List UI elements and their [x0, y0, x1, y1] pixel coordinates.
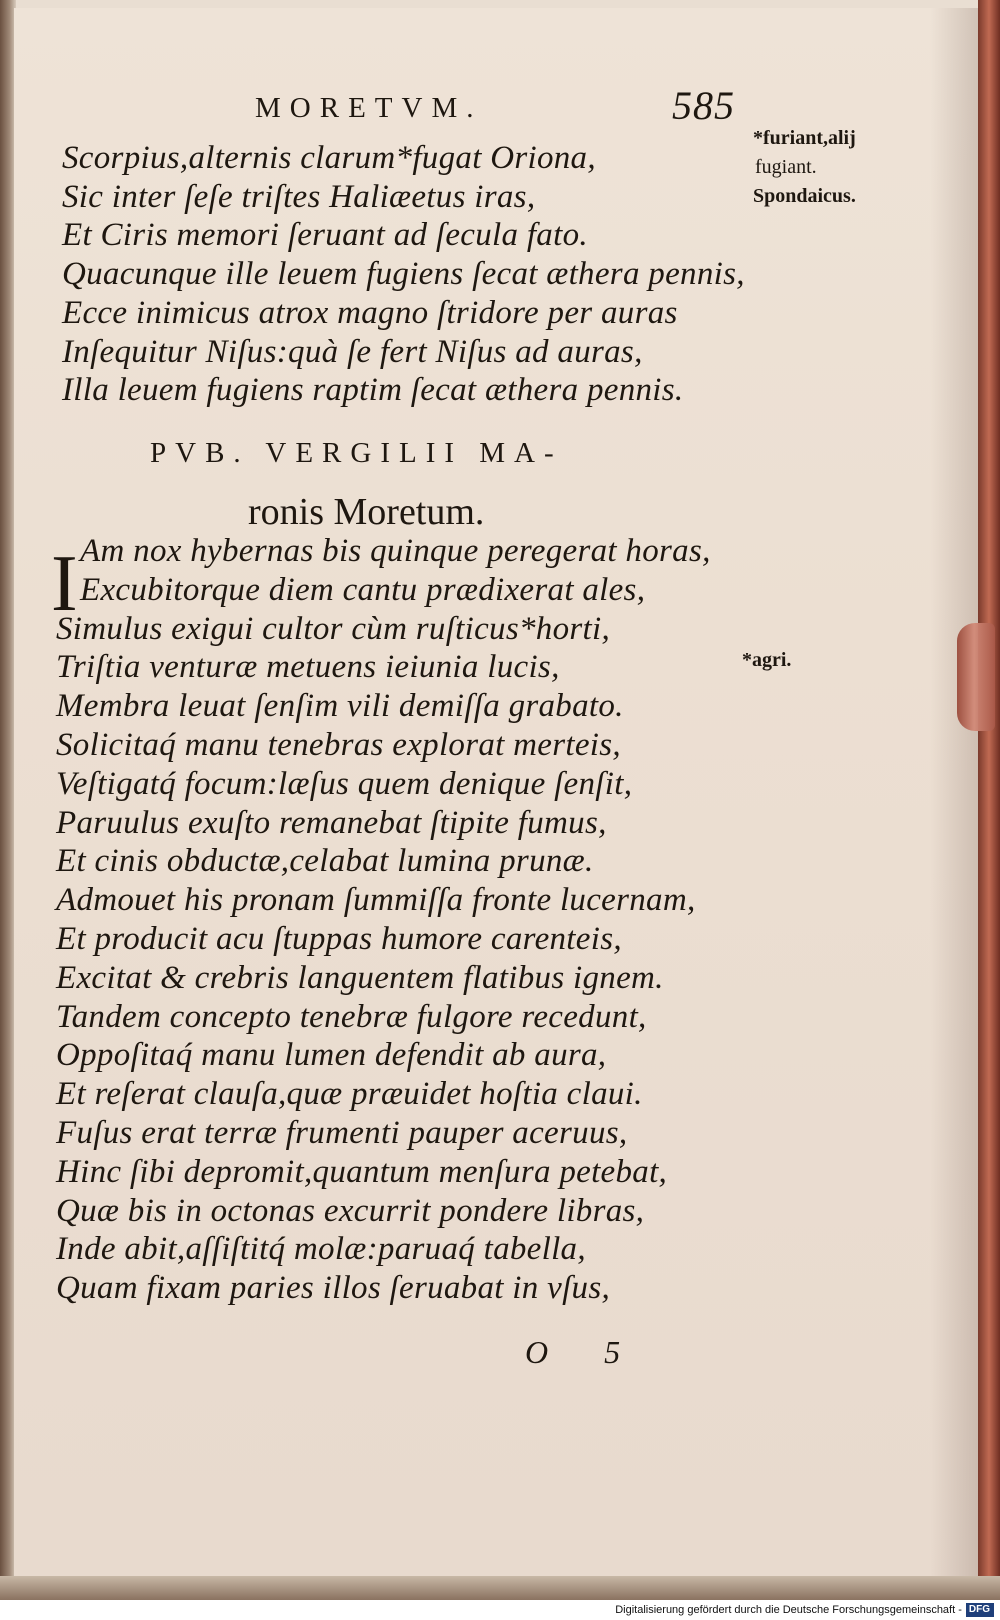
verse-line: Et Ciris memori ſeruant ad ſecula fato.: [62, 217, 588, 254]
verse-line: Et reſerat clauſa,quæ præuidet hoſtia claui.: [56, 1076, 643, 1113]
poem-title-line2: ronis Moretum.: [248, 491, 485, 533]
verse-line: Paruulus exuſto remanebat ſtipite fumus,: [56, 804, 607, 841]
verse-line: Scorpius,alternis clarum*fugat Oriona,: [62, 140, 596, 176]
book-edge-bottom: [0, 1576, 1000, 1600]
verse-line: Et producit acu ſtuppas humore carenteis,: [56, 921, 622, 957]
verse-line: Hinc ſibi depromit,quantum menſura petebat,: [56, 1153, 668, 1190]
verse-line: Simulus exigui cultor cùm ruſticus*horti,: [56, 610, 611, 647]
verse-line: Solicitaq́ manu tenebras explorat merteis,: [56, 727, 621, 763]
dfg-logo: DFG: [966, 1603, 994, 1617]
margin-note-agri: *agri.: [742, 649, 792, 671]
verse-line: Tandem concepto tenebræ fulgore recedunt,: [56, 998, 647, 1035]
verse-line: Ecce inimicus atrox magno ſtridore per auras: [62, 294, 678, 331]
footer-credit-text: Digitalisierung gefördert durch die Deutsche Forschungsgemeinschaft -: [615, 1604, 962, 1616]
poem-title-line1: PVB. VERGILII MA-: [150, 437, 563, 469]
verse-line: Excubitorque diem cantu prædixerat ales,: [80, 571, 646, 608]
verse-line: Veſtigatq́ focum:læſus quem denique ſenſit,: [56, 765, 633, 802]
verse-line: Sic inter ſeſe triſtes Haliæetus iras,: [62, 178, 536, 215]
verse-line: Et cinis obductæ,celabat lumina prunæ.: [56, 843, 594, 880]
book-clasp: [957, 623, 995, 731]
verse-line: Inde abit,aſſiſtitq́ molæ:paruaq́ tabella,: [56, 1231, 586, 1268]
page-shadow: [930, 8, 982, 1576]
verse-line: Admouet his pronam ſummiſſa fronte lucernam,: [56, 882, 696, 919]
digitization-footer: [0, 1600, 1000, 1620]
verse-line: Inſequitur Niſus:quà ſe fert Niſus ad auras,: [62, 333, 643, 370]
margin-note-spondaicus: Spondaicus.: [753, 185, 856, 207]
book-edge-right: [978, 0, 1000, 1600]
verse-line: Membra leuat ſenſim vili demiſſa grabato.: [56, 688, 624, 725]
margin-note-fugiant: fugiant.: [755, 156, 817, 178]
signature-mark: O 5: [525, 1334, 645, 1370]
verse-line: Quæ bis in octonas excurrit pondere libras,: [56, 1192, 645, 1229]
verse-line: Quacunque ille leuem fugiens ſecat æthera pennis,: [62, 256, 745, 293]
verse-line: Triſtia venturæ metuens ieiunia lucis,: [56, 649, 560, 686]
margin-note-furiant: *furiant,alij: [753, 127, 856, 149]
verse-line: Oppoſitaq́ manu lumen defendit ab aura,: [56, 1037, 607, 1074]
page-number: 585: [672, 83, 735, 128]
running-header: MORETVM.: [255, 92, 483, 124]
verse-line: Illa leuem fugiens raptim ſecat æthera pennis.: [62, 372, 684, 409]
verse-line: Fuſus erat terræ frumenti pauper aceruus,: [56, 1115, 628, 1151]
verse-line: Am nox hybernas bis quinque peregerat horas,: [80, 533, 711, 569]
drop-initial: I: [51, 540, 78, 628]
verse-line: Quam fixam paries illos ſeruabat in vſus,: [56, 1270, 611, 1307]
verse-line: Excitat & crebris languentem flatibus ignem.: [56, 959, 664, 996]
